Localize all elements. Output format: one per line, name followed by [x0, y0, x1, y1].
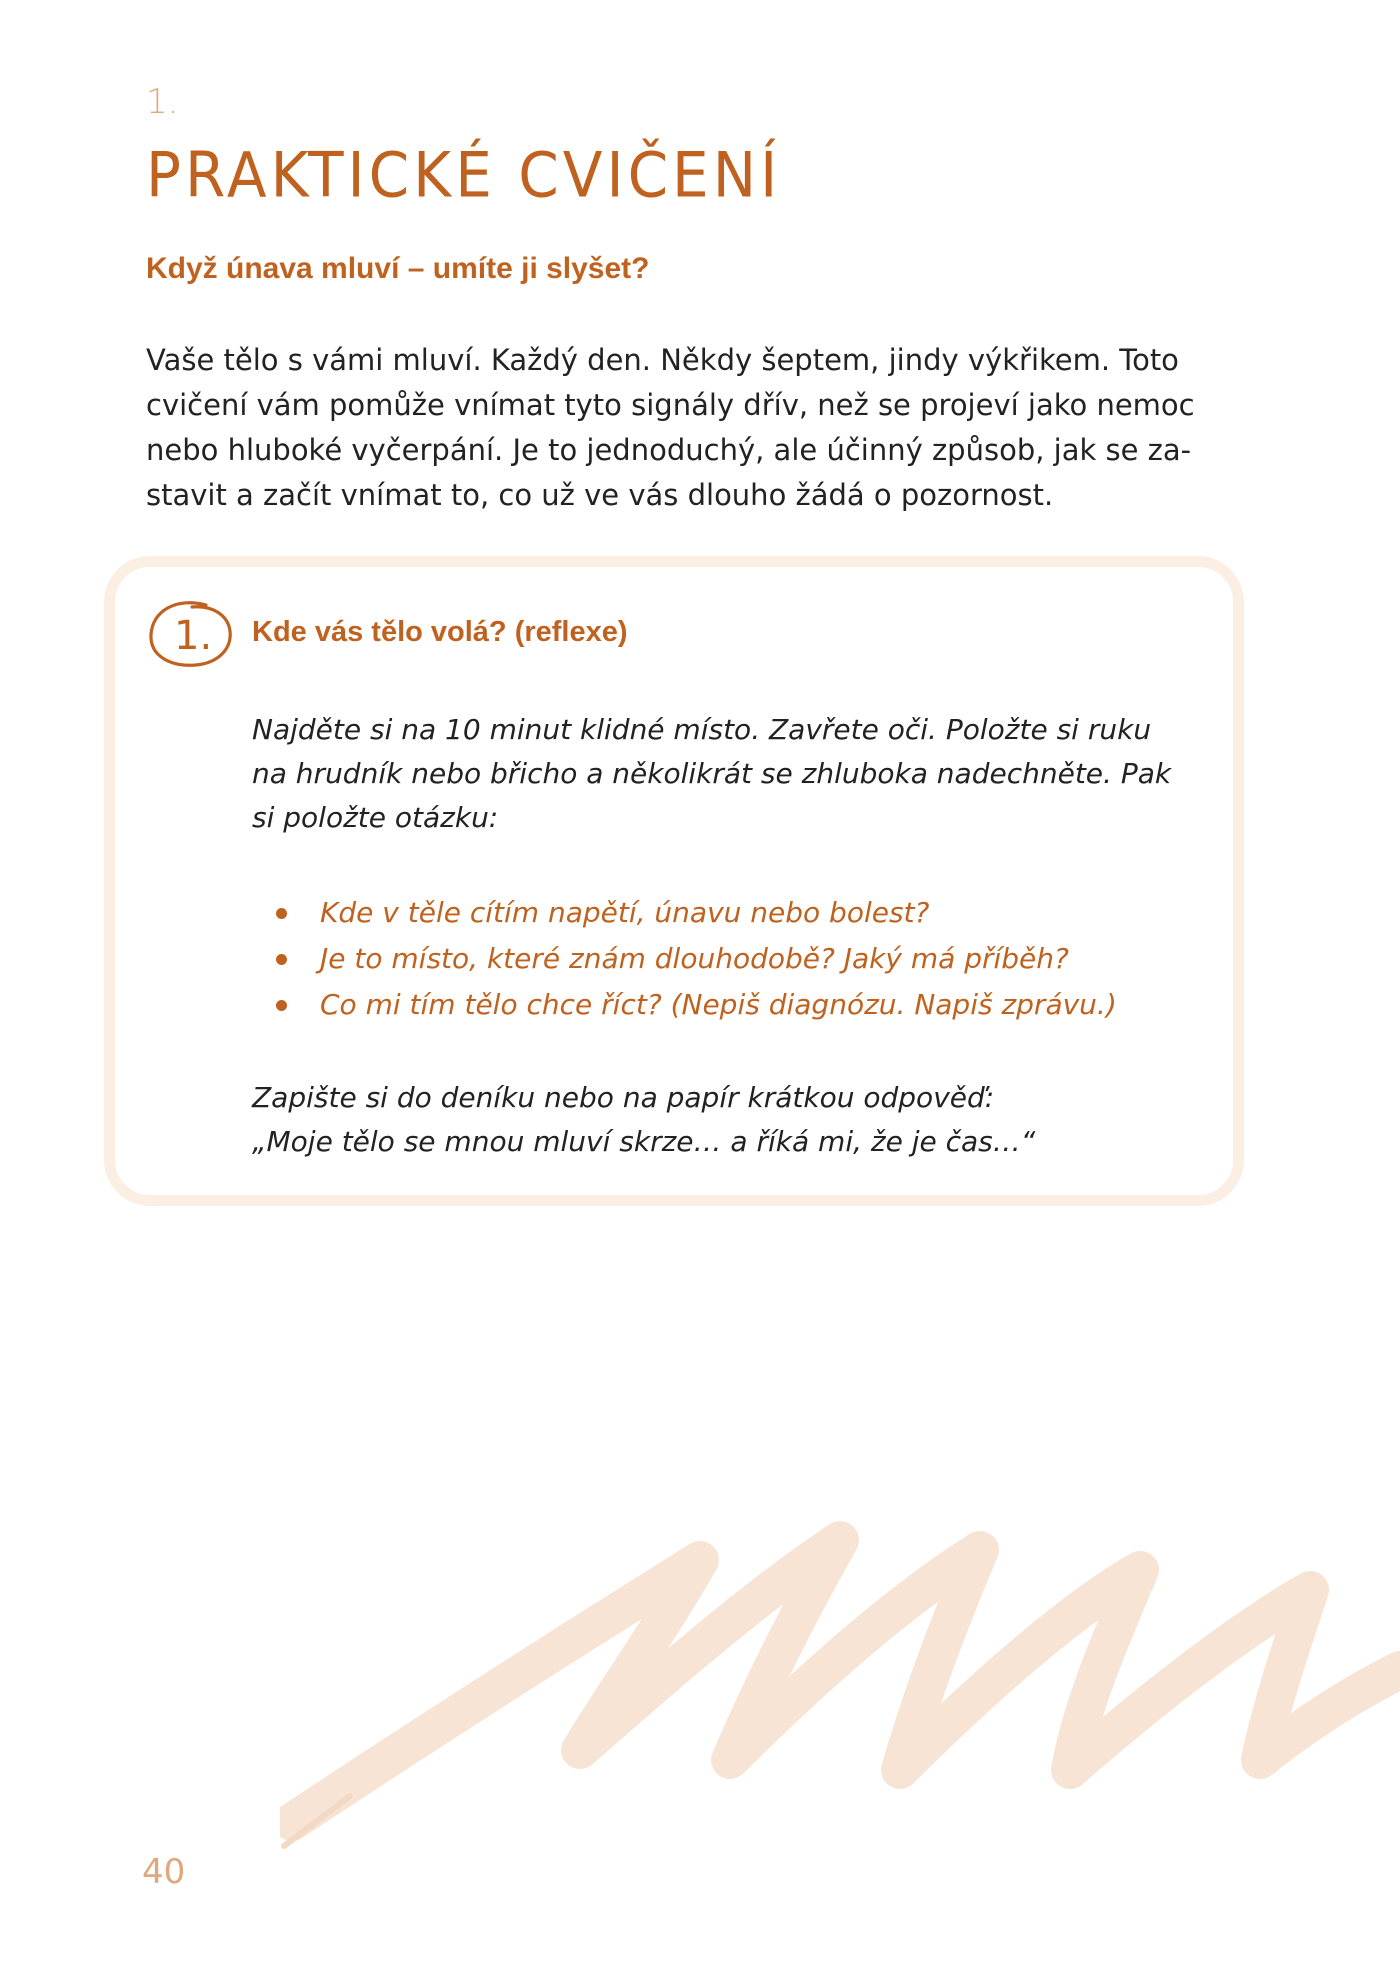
- closing-line: Zapište si do deníku nebo na papír krátkou odpověď:: [252, 1081, 995, 1114]
- decorative-scribble-icon: [280, 1500, 1400, 1880]
- step-number-badge: [146, 597, 236, 671]
- list-item: [270, 982, 1117, 1028]
- instruction-line: Najděte si na 10 minut klidné místo. Zavřete oči. Položte si ruku: [252, 713, 1152, 746]
- question-text: Kde v těle cítím napětí, únavu nebo bolest?: [320, 896, 930, 929]
- question-text: Je to místo, které znám dlouhodobě? Jaký má příběh?: [320, 942, 1069, 975]
- intro-line: stavit a začít vnímat to, co už ve vás dlouho žádá o pozornost.: [146, 478, 1054, 512]
- closing-line: „Moje tělo se mnou mluví skrze… a říká mi, že je čas…“: [252, 1125, 1036, 1158]
- section-number: 1.: [146, 82, 179, 122]
- intro-line: Vaše tělo s vámi mluví. Každý den. Někdy šeptem, jindy výkřikem. Toto: [146, 343, 1179, 377]
- question-text: Co mi tím tělo chce říct? (Nepiš diagnózu. Napiš zprávu.): [320, 988, 1117, 1021]
- question-list: [270, 890, 1117, 1028]
- intro-line: cvičení vám pomůže vnímat tyto signály dřív, než se projeví jako nemoc: [146, 388, 1195, 422]
- bullet-icon: [276, 908, 287, 919]
- exercise-instructions: [252, 708, 1172, 840]
- intro-line: nebo hluboké vyčerpání. Je to jednoduchý, ale účinný způsob, jak se za-: [146, 433, 1192, 467]
- instruction-line: si položte otázku:: [252, 801, 499, 834]
- list-item: [270, 890, 1117, 936]
- bullet-icon: [276, 1000, 287, 1011]
- page-title: PRAKTICKÉ CVIČENÍ: [146, 138, 782, 212]
- page-number: 40: [142, 1852, 186, 1892]
- bullet-icon: [276, 954, 287, 965]
- page-subtitle: Když únava mluví – umíte ji slyšet?: [146, 252, 650, 285]
- intro-paragraph: [146, 338, 1206, 518]
- exercise-title: Kde vás tělo volá? (reflexe): [252, 616, 628, 648]
- list-item: [270, 936, 1117, 982]
- exercise-closing: [252, 1076, 1172, 1164]
- instruction-line: na hrudník nebo břicho a několikrát se zhluboka nadechněte. Pak: [252, 757, 1172, 790]
- step-number: 1.: [174, 613, 213, 659]
